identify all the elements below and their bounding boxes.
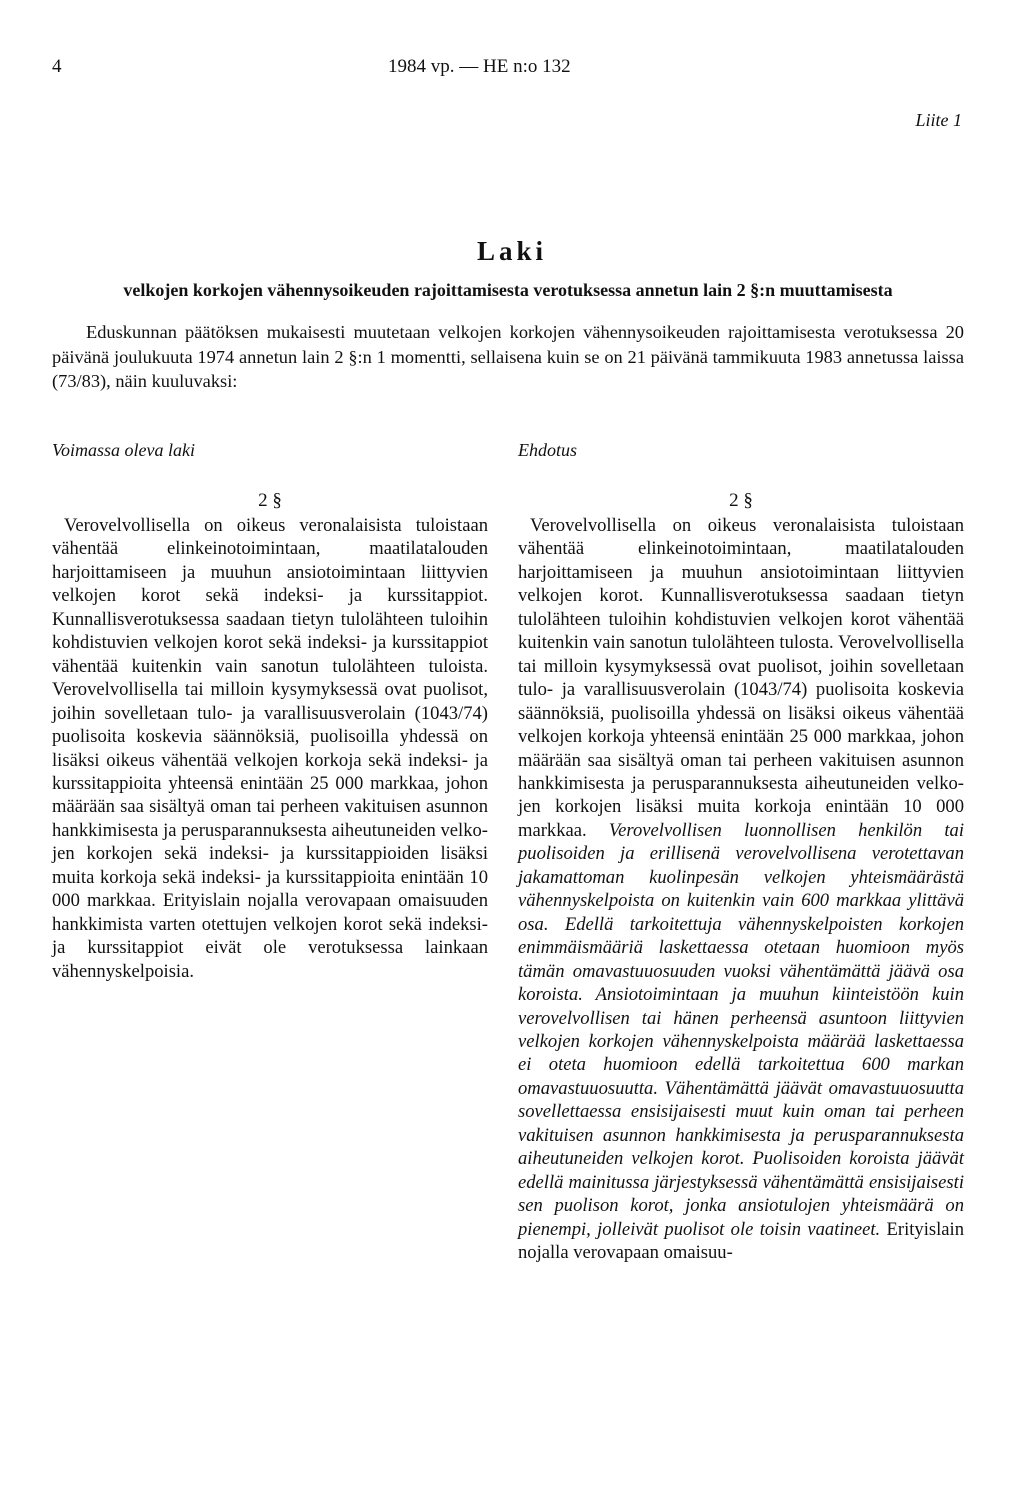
proposal-column xyxy=(518,440,964,1265)
law-subtitle: velkojen korkojen vähennysoikeuden rajoittamisesta verotuksessa annetun lain 2 §:n muuttamisesta xyxy=(123,280,893,300)
annex-label: Liite 1 xyxy=(915,110,962,130)
section-text xyxy=(518,514,964,1265)
current-law-column xyxy=(52,440,488,983)
section-text-amendment: Verovelvollisen luonnollisen henkilön tai puolisoiden ja erillisenä verovelvollisena verotettavan jakamattoman kuolinpesän velkojen yhteismäärästä vähennyskelpoista on kuitenkin vain 600 markkaa ylittävä osa. Edellä tarkoitettuja vähennyskelpoisten korkojen enimmäismääriä laskettaessa otetaan huomioon myös tämän omavastuuosuuden vuoksi vähentämättä jäävä osa koroista. Ansiotoimintaan ja muuhun kiinteistöön kuin verovelvollisen tai hänen perheensä asuntoon liittyvien velkojen korkojen vähennyskelpoista määrää laskettaessa ei oteta huomioon edellä tarkoitettua 600 markan omavastuuosuutta. Vähentämättä jäävät omavastuuosuutta sovellettaessa ensisijaisesti muut kuin oman tai perheen vakituisen asunnon hankkimisesta ja perusparannuksesta aiheutuneiden velkojen korot. Puolisoiden koroista jäävät edellä mainitussa järjestyksessä vähentämättä ensisijaisesti sen puolison korot, jonka ansiotulojen yhteismäärä on pienempi, jolleivät puolisot ole toisin vaatineet. xyxy=(518,819,964,1240)
column-heading: Ehdotus xyxy=(518,440,578,460)
section-text-plain: Verovelvollisella on oikeus veronalaisista tuloistaan vähentää elinkeinotoimintaan, maatilatalouden harjoittamiseen ja muuhun ansiotoimintaan liittyvien velkojen korot. Kunnallisverotuksessa saadaan tietyn tulolähteen tuloihin kohdistuvien velkojen korot vähentää kuitenkin vain sanotun tulolähteen tulosta. Verovelvollisella tai milloin kysymyksessä ovat puolisot, joihin sovelletaan tulo- ja varallisuusverolain (1043/74) puolisoita koskevia säännöksiä, puolisoilla yhdessä on lisäksi oikeus vähentää velkojen korkoja yhteensä enintään 25 000 markkaa, johon määrään saa sisältyä oman tai perheen vakituisen asunnon hankkimisesta ja perusparannuksesta aiheutuneiden velkojen korkojen lisäksi muita korkoja enintään 10 000 markkaa. xyxy=(518,515,964,841)
running-head: 1984 vp. — HE n:o 132 xyxy=(388,56,571,77)
section-number: 2 § xyxy=(258,490,282,511)
section-text-plain: Erityislain nojalla verovapaan omaisuu- xyxy=(518,1218,964,1264)
column-heading: Voimassa oleva laki xyxy=(52,440,195,460)
preamble-paragraph: Eduskunnan päätöksen mukaisesti muutetaan velkojen korkojen vähennysoikeuden rajoittamisesta verotuksessa 20 päivänä joulukuuta 1974 annetun lain 2 §:n 1 momentti, sellaisena kuin se on 21 päivänä tammikuuta 1983 annetussa laissa (73/83), näin kuuluvaksi: xyxy=(52,322,964,391)
section-text: Verovelvollisella on oikeus veronalaisista tuloistaan vähentää elinkeinotoimintaan, maatilatalouden harjoittamiseen ja muuhun ansiotoimintaan liittyvien velkojen korot sekä indeksi- ja kurssitappiot. Kunnallisverotuksessa saadaan tietyn tulolähteen tuloihin kohdistuvien velkojen korot sekä indeksi- ja kurssitappiot vähentää kuitenkin vain sanotun tulolähteen tuloista. Verovelvollisella tai milloin kysymyksessä ovat puolisot, joihin sovelletaan tulo- ja varallisuusverolain (1043/74) puolisoita koskevia säännöksiä, puolisoilla yhdessä on lisäksi oikeus vähentää velkojen korkoja sekä indeksi- ja kurssitappioita yhteensä enintään 25 000 markkaa, johon määrään saa sisältyä oman tai perheen vakituisen asunnon hankkimisesta ja perusparannuksesta aiheutuneiden velkojen korkojen sekä indeksi- ja kurssitappioiden lisäksi muita korkoja sekä indeksi- ja kurssitappioita enintään 10 000 markkaa. Erityislain nojalla verovapaan omaisuuden hankkimista varten otettujen velkojen korot sekä indeksi- ja kurssitappiot eivät ole verotuksessa lainkaan vähennyskelpoisia. xyxy=(52,515,488,982)
page-number: 4 xyxy=(52,56,62,77)
law-title: Laki xyxy=(476,236,548,266)
section-number: 2 § xyxy=(729,490,753,511)
